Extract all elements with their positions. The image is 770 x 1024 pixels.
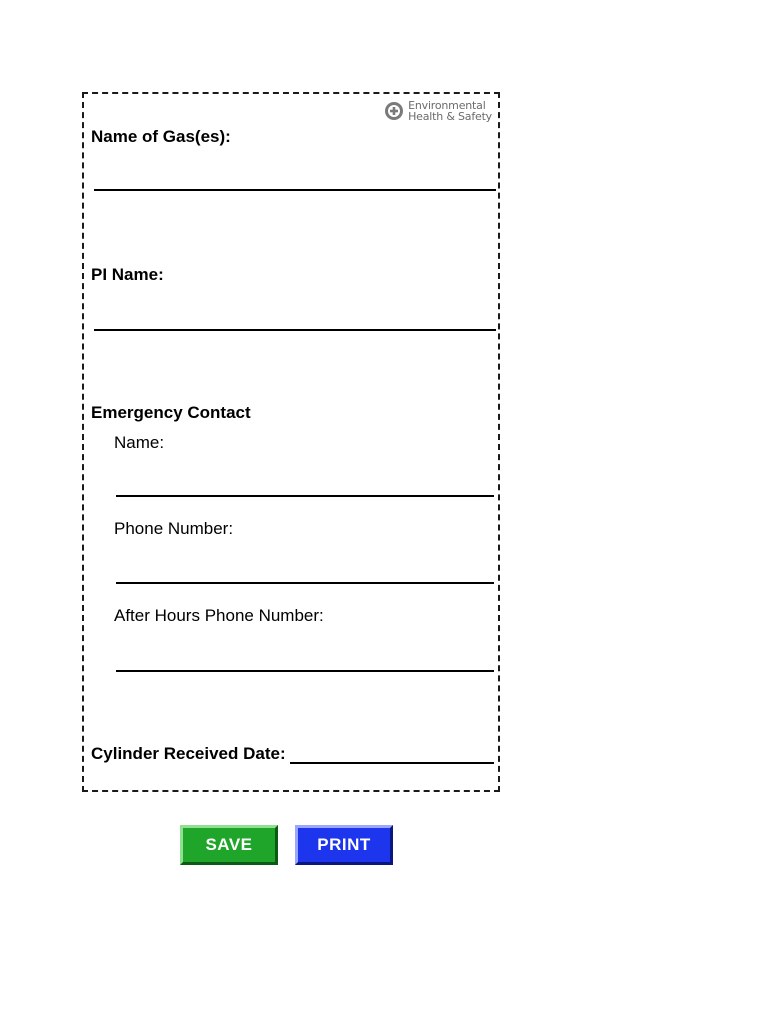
contact-name-label: Name: [114, 433, 165, 452]
gas-name-underline [94, 189, 496, 191]
phone-number-label: Phone Number: [114, 519, 234, 538]
cylinder-received-date-underline [290, 762, 494, 764]
after-hours-phone-input[interactable] [116, 641, 494, 669]
save-button[interactable]: SAVE [180, 825, 278, 865]
pi-name-input[interactable] [94, 300, 496, 328]
phone-number-underline [116, 582, 494, 584]
cylinder-tag-form [82, 92, 500, 792]
emergency-contact-heading: Emergency Contact [91, 403, 251, 422]
logo-line-2: Health & Safety [408, 110, 492, 123]
cylinder-received-date-label: Cylinder Received Date: [91, 744, 286, 763]
ehs-logo [384, 100, 492, 122]
pi-name-underline [94, 329, 496, 331]
after-hours-phone-label: After Hours Phone Number: [114, 606, 324, 625]
contact-name-underline [116, 495, 494, 497]
gas-name-input[interactable] [94, 160, 496, 188]
ehs-logo-icon [384, 101, 404, 121]
phone-number-input[interactable] [116, 553, 494, 581]
after-hours-phone-underline [116, 670, 494, 672]
gas-name-label: Name of Gas(es): [91, 127, 231, 146]
ehs-logo-text [408, 100, 492, 122]
print-button[interactable]: PRINT [295, 825, 393, 865]
pi-name-label: PI Name: [91, 265, 164, 284]
cylinder-received-date-input[interactable] [290, 736, 494, 762]
contact-name-input[interactable] [116, 466, 494, 494]
logo-line-1: Environmental [408, 99, 486, 112]
